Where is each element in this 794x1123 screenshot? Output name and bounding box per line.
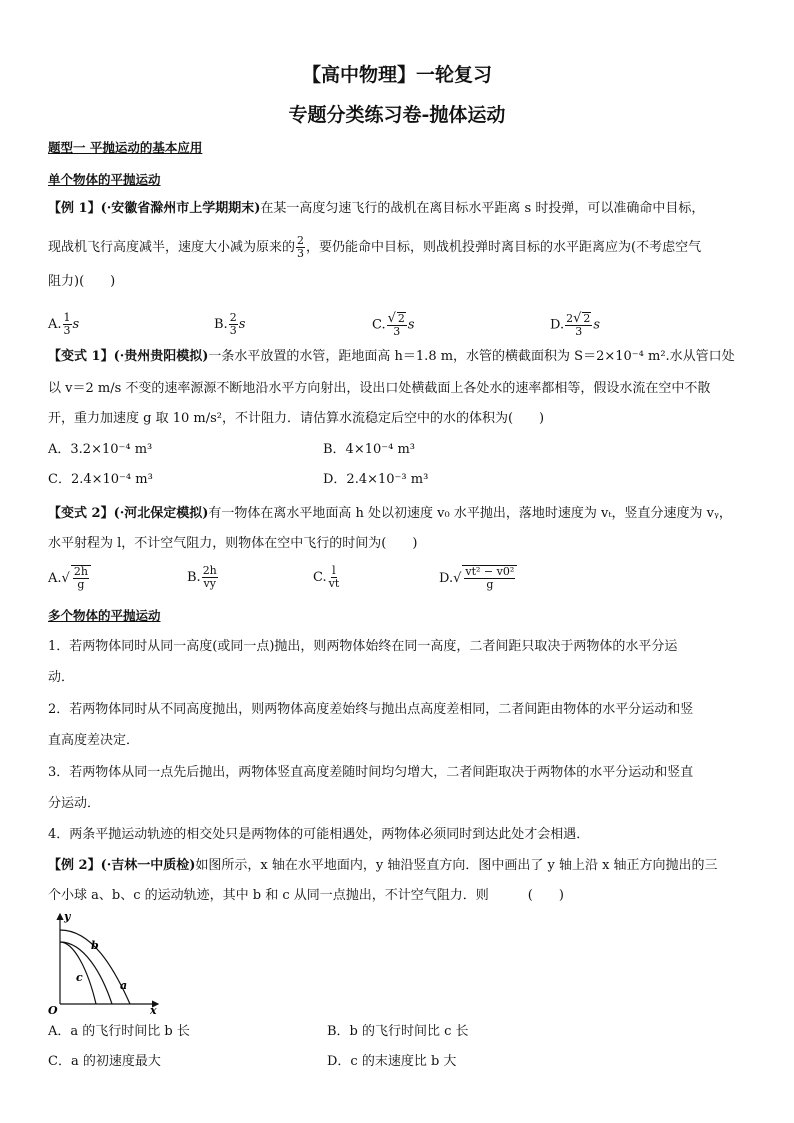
example1-text2b: ，要仍能命中目标，则战机投弹时离目标的水平距离应为(不考虑空气 <box>306 240 702 255</box>
rule-line-1: 1．若两物体同时从同一高度(或同一点)抛出，则两物体始终在同一高度，二者间距只取决于两物体的水平分运 <box>48 639 678 654</box>
label-a: a <box>120 979 128 992</box>
label-c: c <box>76 971 83 984</box>
label-b: b <box>91 939 99 952</box>
example2-line1: 【例 2】(·吉林一中质检)如图所示，x 轴在水平地面内，y 轴沿竖直方向．图中画出了 y 轴上沿 x 轴正方向抛出的三 <box>48 858 718 873</box>
example1-option-d[interactable]: D. $\frac{2√ 2}{3}$ s <box>550 311 601 338</box>
example1-line3: 阻力)( ) <box>48 274 116 289</box>
variation2-tag: 【变式 2】 <box>48 506 114 521</box>
example1-line2 <box>48 235 701 260</box>
rule-line-5: 3．若两物体从同一点先后抛出，两物体竖直高度差随时间均匀增大，二者间距取决于两物体的水平分运动和竖直 <box>48 765 694 780</box>
variation1-option-a[interactable]: A．3.2×10⁻⁴ m³ <box>48 442 153 457</box>
variation2-option-d[interactable]: D.√ $\frac{\text{vt² − v0²}}{g}$ <box>439 565 517 591</box>
example1-line1 <box>48 200 704 218</box>
example2-option-a[interactable]: A．a 的飞行时间比 b 长 <box>48 1024 190 1039</box>
sqrt-icon: √ <box>573 311 582 326</box>
subheading-single: 单个物体的平抛运动 <box>48 172 161 187</box>
variation2-line1: 【变式 2】(·河北保定模拟)有一物体在离水平地面高 h 处以初速度 v₀ 水平抛出，落地时速度为 vₜ，竖直分速度为 vᵧ， <box>48 506 732 521</box>
variation1-option-d[interactable]: D．2.4×10⁻³ m³ <box>323 472 429 487</box>
example1-source: (·安徽省滁州市上学期期末) <box>100 201 261 216</box>
variation1-tag: 【变式 1】 <box>48 349 114 364</box>
subheading-multiple: 多个物体的平抛运动 <box>48 608 161 623</box>
variation2-line2: 水平射程为 l，不计空气阻力，则物体在空中飞行的时间为( ) <box>48 536 418 551</box>
variation2-source: (·河北保定模拟) <box>113 506 209 521</box>
rule-line-7: 4．两条平抛运动轨迹的相交处只是两物体的可能相遇处，两物体必须同时到达此处才会相遇． <box>48 827 590 842</box>
page-title: 【高中物理】一轮复习 <box>301 64 492 86</box>
rule-line-3: 2．若两物体同时从不同高度抛出，则两物体高度差始终与抛出点高度差相同，二者间距由物体的水平分运动和竖 <box>48 702 694 717</box>
variation2-option-c[interactable]: C. $\frac{l}{vt}$ <box>313 564 340 590</box>
example2-option-d[interactable]: D．c 的末速度比 b 大 <box>327 1054 457 1069</box>
example1-text2a: 现战机飞行高度减半，速度大小减为原来的 <box>48 240 296 255</box>
example1-option-c[interactable]: C. $\frac{√ 2}{3}$ s <box>372 311 415 338</box>
sqrt-icon: √ <box>453 571 462 586</box>
label-y: y <box>64 910 71 923</box>
fraction-two-thirds: $\frac{2}{3}$ <box>297 234 305 260</box>
variation1-source: (·贵州贵阳模拟) <box>113 349 209 364</box>
example2-option-b[interactable]: B．b 的飞行时间比 c 长 <box>327 1024 469 1039</box>
section-heading: 题型一 平抛运动的基本应用 <box>48 140 203 155</box>
example1-tag: 【例 1】 <box>48 201 101 216</box>
variation1-line3: 开，重力加速度 g 取 10 m/s²，不计阻力．请估算水流稳定后空中的水的体积为( ) <box>48 411 545 426</box>
label-origin: O <box>48 1004 58 1016</box>
rule-line-6: 分运动． <box>48 796 101 811</box>
variation1-line1: 【变式 1】(·贵州贵阳模拟)一条水平放置的水管，距地面高 h＝1.8 m，水管的横截面积为 S＝2×10⁻⁴ m².水从管口处 <box>48 349 735 364</box>
rule-line-2: 动． <box>48 670 75 685</box>
example1-option-b[interactable]: B. $\frac{2}{3}$ s <box>214 311 246 337</box>
sqrt-icon: √ <box>387 311 396 326</box>
variation1-line2: 以 v＝2 m/s 不变的速率源源不断地沿水平方向射出，设出口处横截面上各处水的速率都相等，假设水流在空中不散 <box>48 381 711 396</box>
example1-option-a[interactable]: A. $\frac{1}{3}$ s <box>48 311 80 337</box>
page-subtitle: 专题分类练习卷-抛体运动 <box>288 104 506 126</box>
example1-text1: 在某一高度匀速飞行的战机在离目标水平距离 s 时投弹，可以准确命中目标， <box>260 201 705 216</box>
variation2-option-a[interactable]: A.√ $\frac{2h}{g}$ <box>48 565 91 591</box>
variation2-option-b[interactable]: B. $\frac{2h}{vy}$ <box>187 564 217 590</box>
rule-line-4: 直高度差决定． <box>48 733 140 748</box>
label-x: x <box>150 1004 157 1016</box>
example2-tag: 【例 2】 <box>48 858 101 873</box>
example2-option-c[interactable]: C．a 的初速度最大 <box>48 1054 161 1069</box>
sqrt-icon: √ <box>61 571 70 586</box>
example2-line2: 个小球 a、b、c 的运动轨迹，其中 b 和 c 从同一点抛出，不计空气阻力．则 ( ) <box>48 888 564 903</box>
trajectory-figure <box>44 908 174 1016</box>
example2-source: (·吉林一中质检) <box>100 858 196 873</box>
variation1-option-c[interactable]: C．2.4×10⁻⁴ m³ <box>48 472 153 487</box>
variation1-option-b[interactable]: B．4×10⁻⁴ m³ <box>323 442 416 457</box>
